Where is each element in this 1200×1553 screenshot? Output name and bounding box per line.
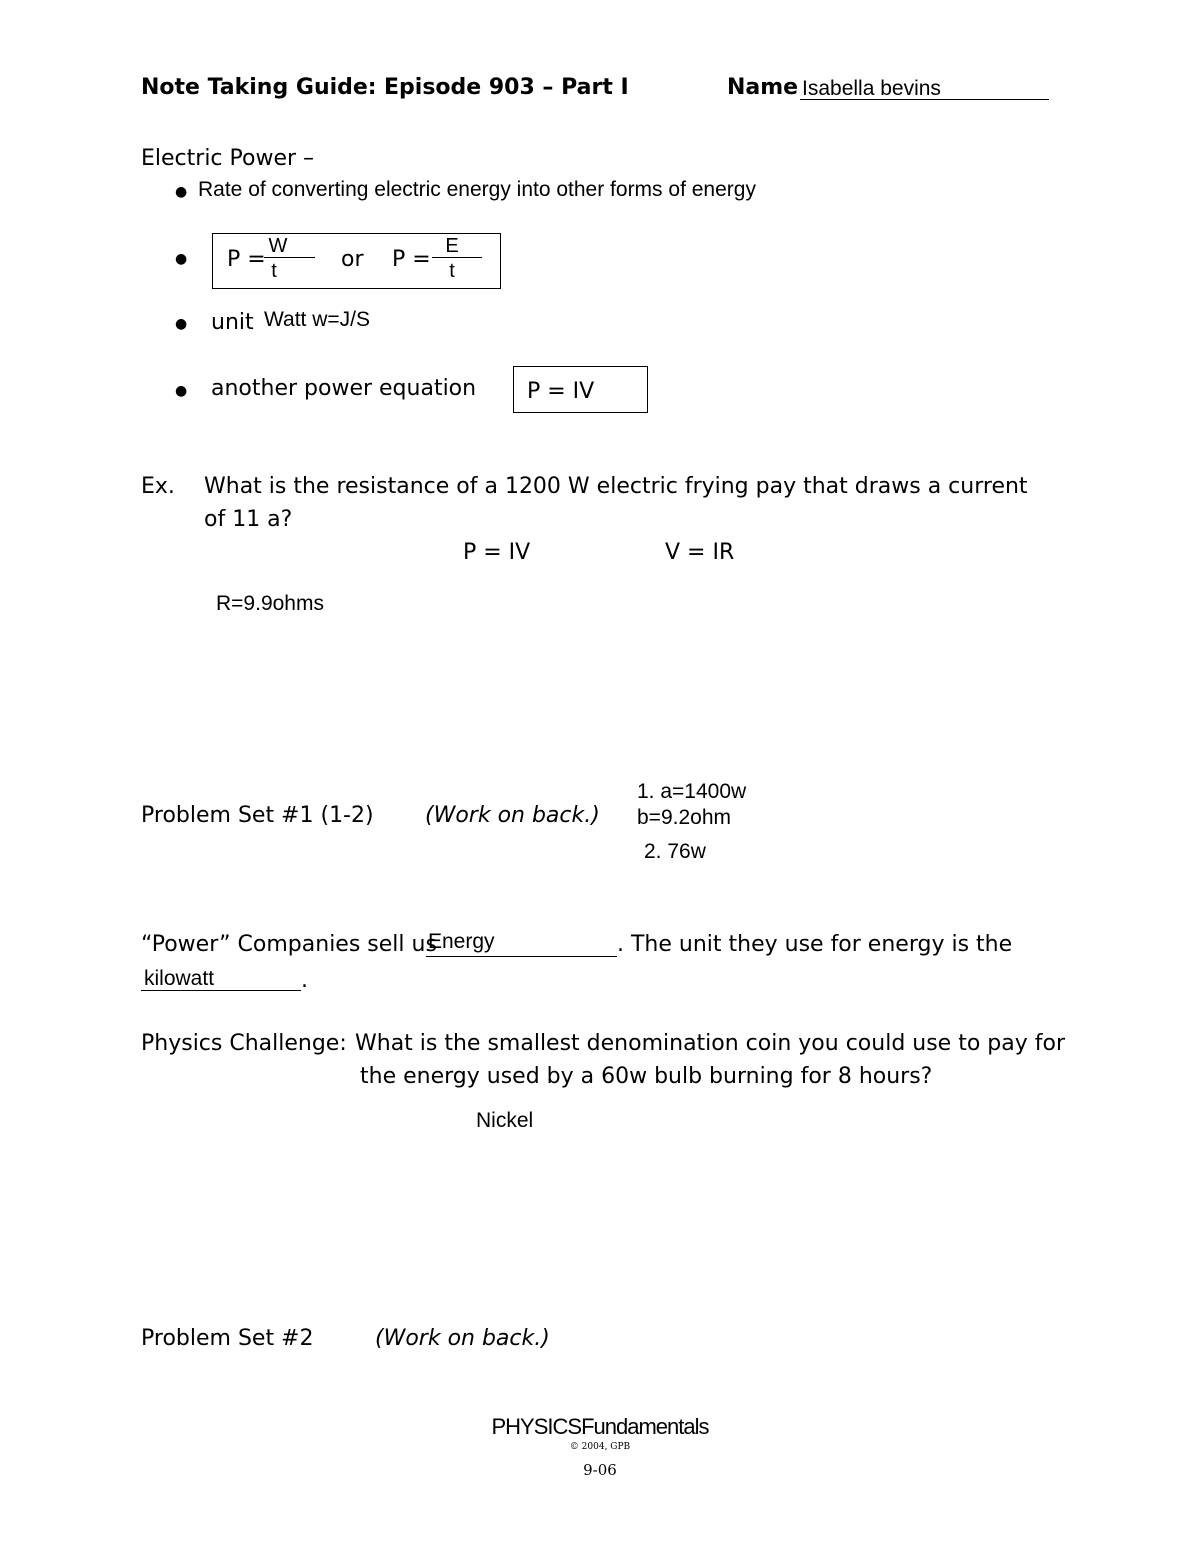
- formula-numerator-w: W: [268, 235, 288, 257]
- formula-denominator-t: t: [271, 260, 277, 282]
- electric-power-heading: Electric Power –: [141, 146, 315, 171]
- problem-set-1-answer-2: 2. 76w: [644, 840, 706, 863]
- bullet-icon: ●: [175, 251, 188, 267]
- formula-numerator-e: E: [445, 235, 459, 257]
- problem-set-1-answer-1b: b=9.2ohm: [637, 806, 731, 829]
- another-equation-value: P = IV: [527, 379, 595, 404]
- unit-blank-period: .: [301, 968, 308, 993]
- unit-label: unit: [211, 310, 254, 335]
- formula-p-eq-2: P =: [392, 247, 431, 272]
- example-question-line1: What is the resistance of a 1200 W electric frying pay that draws a current: [204, 474, 1028, 499]
- name-label: Name: [727, 75, 799, 100]
- footer-brand: PHYSICSFundamentals: [491, 1414, 709, 1439]
- footer-copyright: © 2004, GPB: [569, 1442, 631, 1452]
- problem-set-1-label: Problem Set #1 (1-2): [141, 803, 374, 828]
- example-question-line2: of 11 a?: [204, 507, 293, 532]
- problem-set-2-note: (Work on back.): [375, 1326, 550, 1351]
- guide-title: Note Taking Guide:: [141, 75, 377, 100]
- example-answer: R=9.9ohms: [216, 592, 324, 615]
- formula-p-eq-1: P =: [227, 247, 266, 272]
- name-value[interactable]: Isabella bevins: [802, 77, 941, 100]
- bullet-icon: ●: [175, 184, 188, 200]
- challenge-answer: Nickel: [476, 1109, 534, 1132]
- bullet-icon: ●: [175, 316, 188, 332]
- name-underline: [800, 99, 1049, 100]
- fraction-bar: [264, 257, 315, 258]
- energy-blank-value[interactable]: Energy: [428, 930, 495, 953]
- footer-page-number: 9-06: [583, 1461, 617, 1479]
- bullet-icon: ●: [175, 383, 188, 399]
- problem-set-2-label: Problem Set #2: [141, 1326, 314, 1351]
- example-prefix: Ex.: [141, 474, 175, 499]
- fraction-bar: [432, 257, 482, 258]
- power-companies-text: “Power” Companies sell us: [141, 932, 437, 957]
- challenge-question-line1: What is the smallest denomination coin you could use to pay for: [355, 1031, 1065, 1056]
- problem-set-1-note: (Work on back.): [425, 803, 600, 828]
- power-companies-text-2: . The unit they use for energy is the: [617, 932, 1013, 957]
- episode-label: Episode 903 – Part I: [384, 75, 629, 100]
- example-equation-p-iv: P = IV: [463, 540, 531, 565]
- formula-denominator-t: t: [449, 260, 455, 282]
- challenge-question-line2: the energy used by a 60w bulb burning for 8 hours?: [360, 1064, 933, 1089]
- energy-blank-underline: [426, 956, 617, 957]
- unit-value: Watt w=J/S: [264, 308, 370, 331]
- challenge-label: Physics Challenge:: [141, 1031, 347, 1056]
- unit-blank-underline: [141, 990, 301, 991]
- unit-blank-value[interactable]: kilowatt: [144, 967, 215, 990]
- problem-set-1-answer-1a: 1. a=1400w: [637, 780, 747, 803]
- example-equation-v-ir: V = IR: [665, 540, 735, 565]
- definition-text: Rate of converting electric energy into other forms of energy: [198, 178, 756, 201]
- another-equation-label: another power equation: [211, 376, 477, 401]
- formula-or: or: [341, 247, 364, 272]
